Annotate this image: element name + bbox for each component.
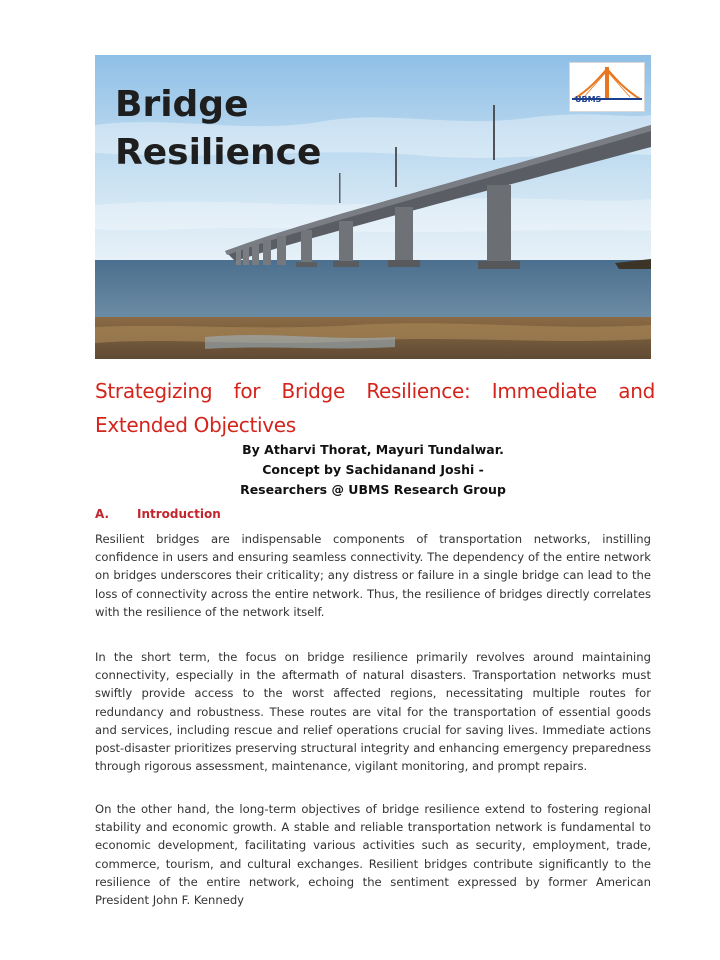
paragraph-2: In the short term, the focus on bridge resilience primarily revolves around maintaining connectivity, especially in the aftermath of natural disasters. Transportation networks must swiftly provide access to the worst affected regions, necessitating multiple routes for redundancy and robustness. These routes are vital for the transportation of essential goods and services, including rescue and relief operations crucial for saving lives. Immediate actions post-disaster prioritizes preserving structural integrity and enhancing emergency preparedness through rigorous assessment, maintenance, vigilant monitoring, and prompt repairs.: [95, 650, 651, 774]
section-title: Introduction: [137, 507, 221, 521]
section-heading: [95, 506, 221, 522]
article-headline: Strategizing for Bridge Resilience: Immediate and Extended Objectives: [95, 379, 655, 437]
hero-image: [95, 55, 651, 359]
hero-title-line-2: Resilience: [115, 132, 322, 173]
paragraph-1: Resilient bridges are indispensable components of transportation networks, instilling confidence in users and ensuring seamless connectivity. The dependency of the entire network on bridges underscores their criticality; any distress or failure in a single bridge can lead to the loss of connectivity across the entire network. Thus, the resilience of bridges directly correlates with the resilience of the network itself.: [95, 532, 651, 619]
byline: [95, 440, 651, 500]
byline-concept: Concept by Sachidanand Joshi -: [262, 462, 484, 477]
section-number: A.: [95, 507, 110, 521]
logo-text: UBMS: [575, 95, 602, 104]
ubms-logo: [569, 62, 645, 112]
byline-group: Researchers @ UBMS Research Group: [240, 482, 506, 497]
hero-title-line-1: Bridge: [115, 84, 249, 125]
hero-title: [115, 81, 321, 177]
paragraph-3: On the other hand, the long-term objectives of bridge resilience extend to fostering regional stability and economic growth. A stable and reliable transportation network is fundamental to economic development, facilitating various activities such as security, employment, trade, commerce, tourism, and cultural exchanges. Resilient bridges contribute significantly to the resilience of the entire network, echoing the sentiment expressed by former American President John F. Kennedy: [95, 802, 651, 908]
byline-authors: By Atharvi Thorat, Mayuri Tundalwar.: [242, 442, 504, 457]
